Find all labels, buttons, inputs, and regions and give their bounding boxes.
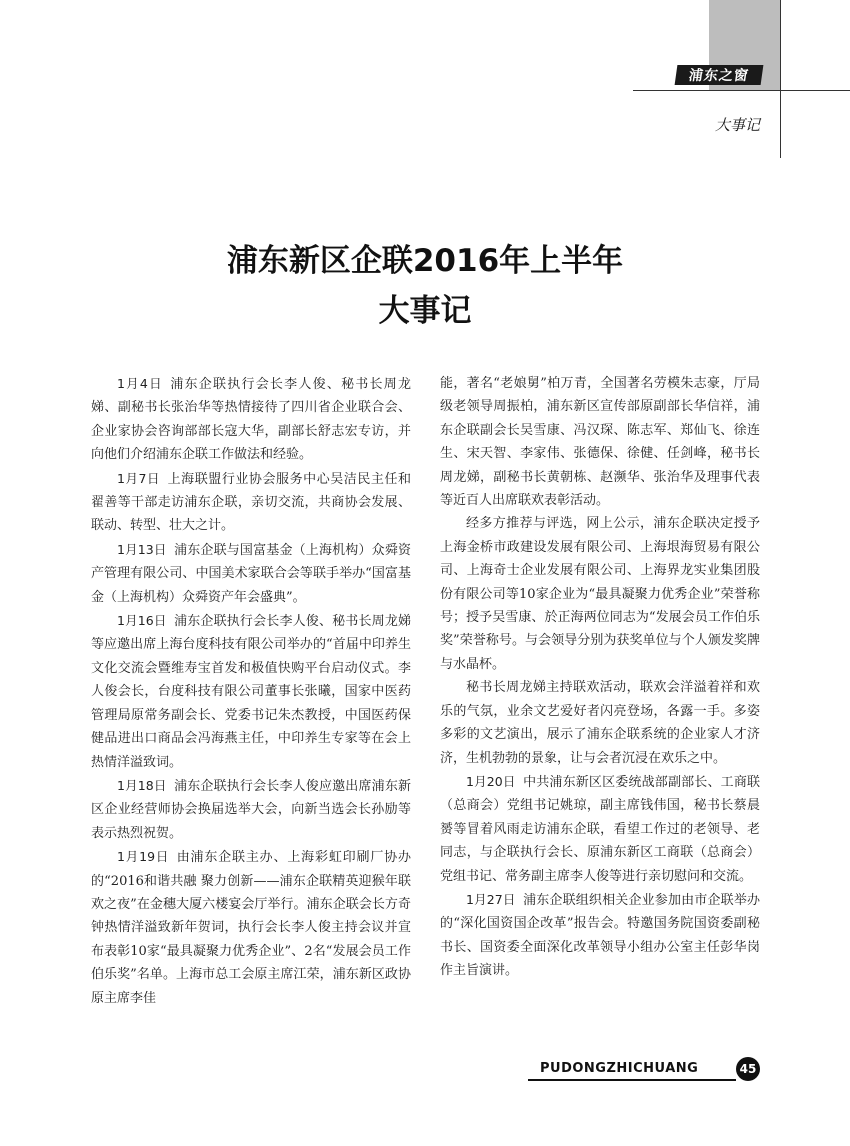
footer-rule — [528, 1079, 736, 1081]
paragraph — [91, 609, 411, 774]
entry-date: 1月4日 — [117, 376, 163, 391]
entry-date: 1月27日 — [466, 891, 516, 907]
paragraph — [91, 372, 411, 467]
paragraph — [440, 512, 760, 676]
paragraph — [91, 845, 411, 1010]
paragraph — [91, 538, 411, 609]
entry-date: 1月7日 — [117, 470, 161, 486]
magazine-logo: 浦东之窗 — [675, 65, 764, 85]
paragraph — [91, 467, 411, 538]
footer-magazine-name: PUDONGZHICHUANG — [540, 1061, 699, 1076]
left-column — [91, 372, 411, 1010]
entry-text: 浦东企联执行会长李人俊、秘书长周龙娣等应邀出席上海台度科技有限公司举办的“首届中印养生文化交流会暨维寿宝首发和极值快购平台启动仪式。李人俊会长，台度科技有限公司董事长张曦，国家中医药管理局原常务副会长、党委书记朱杰教授，中国医药保健品进出口商品会冯海燕主任，中印养生专家等在会上热情洋溢致词。 — [91, 614, 411, 770]
right-column — [440, 372, 760, 983]
entry-text: 浦东企联执行会长李人俊、秘书长周龙娣、副秘书长张治华等热情接待了四川省企业联合会、企业家协会咨询部部长寇大华，副部长舒志宏专访，并向他们介绍浦东企联工作做法和经验。 — [91, 377, 411, 463]
entry-text: 浦东企联执行会长李人俊应邀出席浦东新区企业经营师协会换届选举大会，向新当选会长孙励等表示热烈祝贺。 — [91, 778, 411, 841]
article-title — [0, 236, 850, 336]
entry-text: 能，著名“老娘舅”柏万青，全国著名劳模朱志豪，厅局级老领导周振柏，浦东新区宣传部原副部长华信祥，浦东企联副会长吴雪康、冯汉琛、陈志军、郑仙飞、徐连生、宋天智、李家伟、张德保、徐健、任剑峰，秘书长周龙娣，副秘书长黄朝栋、赵濒华、张治华及理事代表等近百人出席联欢表彰活动。 — [440, 376, 760, 509]
entry-text: 浦东企联与国富基金（上海机构）众舜资产管理有限公司、中国美术家联合会等联手举办“国富基金（上海机构）众舜资产年会盛典”。 — [91, 542, 411, 605]
paragraph — [440, 770, 760, 888]
entry-date: 1月18日 — [117, 777, 167, 793]
header-vertical-rule — [780, 0, 781, 158]
entry-text: 经多方推荐与评选，网上公示，浦东企联决定授予上海金桥市政建设发展有限公司、上海垠海贸易有限公司、上海奇士企业发展有限公司、上海界龙实业集团股份有限公司等10家企业为“最具凝聚力优秀企业”荣誉称号；授予吴雪康、於正海两位同志为“发展会员工作伯乐奖”荣誉称号。与会领导分别为获奖单位与个人颁发奖牌与水晶杯。 — [440, 516, 760, 672]
entry-date: 1月19日 — [117, 849, 170, 865]
entry-text: 上海联盟行业协会服务中心吴洁民主任和翟善等干部走访浦东企联，亲切交流，共商协会发展、联动、转型、壮大之计。 — [91, 471, 411, 534]
header-horizontal-rule — [633, 90, 850, 91]
entry-date: 1月13日 — [117, 541, 167, 557]
section-label: 大事记 — [714, 116, 760, 134]
entry-date: 1月16日 — [117, 613, 167, 629]
entry-text: 中共浦东新区区委统战部副部长、工商联（总商会）党组书记姚琼，副主席钱伟国，秘书长蔡晨赟等冒着风雨走访浦东企联，看望工作过的老领导、老同志，与企联执行会长、原浦东新区工商联（总商会）党组书记、常务副主席李人俊等进行亲切慰问和交流。 — [440, 774, 760, 884]
title-line-1: 浦东新区企联2016年上半年 — [226, 243, 624, 279]
paragraph — [91, 774, 411, 845]
entry-date: 1月20日 — [466, 773, 516, 789]
entry-text: 由浦东企联主办、上海彩虹印刷厂协办的“2016和谐共融 聚力创新——浦东企联精英迎猴年联欢之夜”在金穗大厦六楼宴会厅举行。浦东企联会长方奇钟热情洋溢致新年贺词，执行会长李人俊主持会议并宣布表彰10家“最具凝聚力优秀企业”、2名“发展会员工作伯乐奖”名单。上海市总工会原主席江荣，浦东新区政协原主席李佳 — [91, 850, 411, 1006]
entry-text: 秘书长周龙娣主持联欢活动，联欢会洋溢着祥和欢乐的气氛，业余文艺爱好者闪亮登场，各露一手。多姿多彩的文艺演出，展示了浦东企联系统的企业家人才济济，生机勃勃的景象，让与会者沉浸在欢乐之中。 — [440, 680, 760, 766]
page-number: 45 — [736, 1057, 760, 1081]
paragraph-continued — [440, 372, 760, 512]
entry-text: 浦东企联组织相关企业参加由市企联举办的“深化国资国企改革”报告会。特邀国务院国资委副秘书长、国资委全面深化改革领导小组办公室主任彭华岗作主旨演讲。 — [440, 892, 760, 979]
title-line-2: 大事记 — [378, 293, 472, 329]
paragraph — [440, 676, 760, 770]
paragraph — [440, 888, 760, 983]
